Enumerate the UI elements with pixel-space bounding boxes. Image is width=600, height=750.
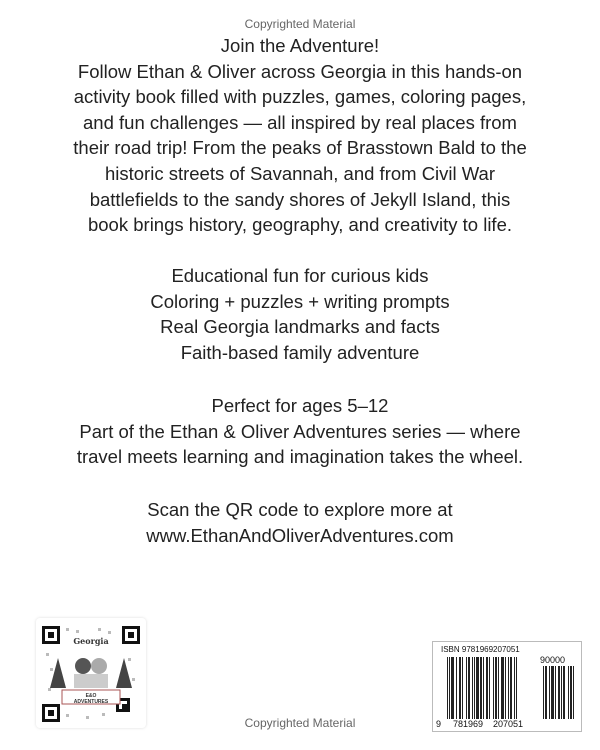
features-list [0, 263, 600, 365]
barcode-bar [516, 657, 517, 719]
intro-heading: Join the Adventure! [220, 35, 380, 56]
intro-line: and fun challenges — all inspired by real places from [83, 111, 517, 133]
feature-item: Faith-based family adventure [180, 341, 420, 363]
watermark-bottom: Copyrighted Material [244, 716, 356, 730]
isbn-barcode [432, 641, 582, 732]
age-range: Perfect for ages 5–12 [211, 395, 389, 416]
intro-line: historic streets of Savannah, and from Civil War [104, 162, 496, 184]
series-line: Part of the Ethan & Oliver Adventures series — where [79, 420, 521, 442]
feature-item: Real Georgia landmarks and facts [160, 316, 440, 338]
barcode-digits-end: 207051 [493, 719, 524, 729]
series-block [0, 393, 600, 470]
intro-line: battlefields to the sandy shores of Jekyll Island, this [89, 188, 511, 210]
scan-block [0, 497, 600, 548]
barcode-main-bars [447, 657, 535, 719]
watermark-top: Copyrighted Material [244, 17, 356, 31]
barcode-digits-mid: 781969 [453, 719, 484, 729]
scan-text: Scan the QR code to explore more at [147, 499, 453, 520]
barcode-digit-first: 9 [436, 719, 442, 729]
qr-logo-icon [36, 618, 146, 728]
isbn-label: ISBN 9781969207051 [441, 645, 520, 654]
intro-line: their road trip! From the peaks of Brasstown Bald to the [73, 137, 527, 159]
intro-line: activity book filled with puzzles, games, coloring pages, [73, 86, 527, 108]
intro-block [0, 33, 600, 238]
price-code: 90000 [540, 655, 566, 665]
barcode-addon-bars [543, 666, 577, 719]
feature-item: Educational fun for curious kids [171, 265, 429, 286]
intro-line: book brings history, geography, and creativity to life. [87, 214, 512, 236]
barcode-bar [573, 666, 574, 719]
website-link[interactable]: www.EthanAndOliverAdventures.com [146, 524, 454, 546]
series-line: travel meets learning and imagination takes the wheel. [76, 446, 524, 468]
qr-code[interactable] [36, 618, 146, 728]
svg-text:E&O: E&O [85, 693, 97, 699]
feature-item: Coloring + puzzles + writing prompts [150, 290, 450, 312]
svg-text:ADVENTURES: ADVENTURES [73, 699, 109, 705]
svg-text:Georgia: Georgia [73, 636, 109, 646]
intro-line: Follow Ethan & Oliver across Georgia in this hands-on [77, 60, 523, 82]
